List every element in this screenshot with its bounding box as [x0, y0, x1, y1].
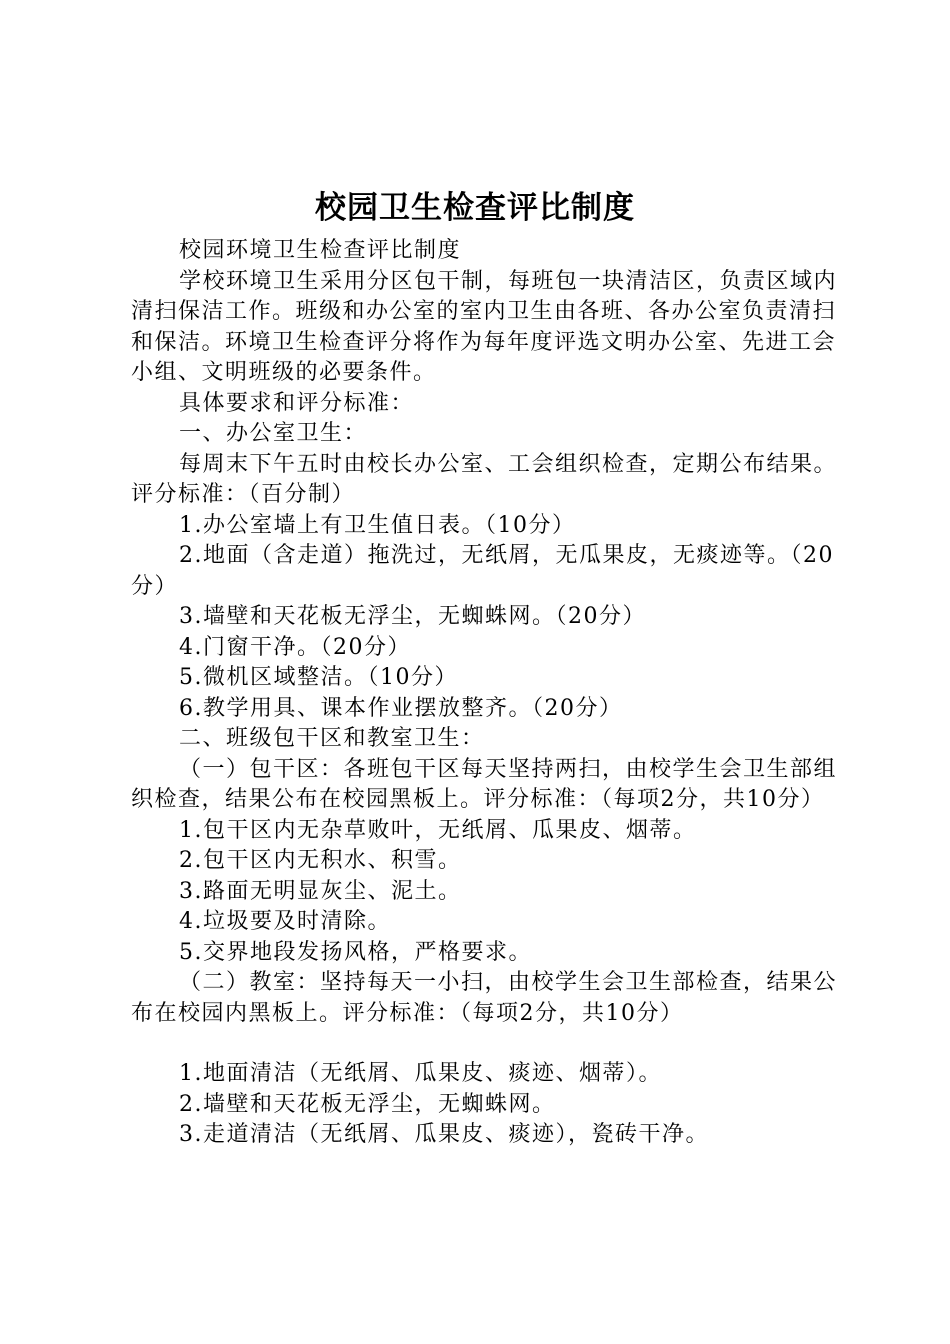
list-item: 3.路面无明显灰尘、泥土。 — [179, 878, 462, 904]
paragraph-classroom: （二）教室：坚持每天一小扫，由校学生会卫生部检查，结果公布在校园内黑板上。评分标准：（每项2分，共10分） — [131, 970, 838, 1026]
list-item: 1.地面清洁（无纸屑、瓜果皮、痰迹、烟蒂）。 — [179, 1061, 662, 1086]
paragraph-office-inspection: 每周末下午五时由校长办公室、工会组织检查，定期公布结果。评分标准：（百分制） — [131, 451, 838, 507]
list-item: 3.走道清洁（无纸屑、瓜果皮、痰迹），瓷砖干净。 — [179, 1122, 709, 1147]
paragraph-responsibility-area: （一）包干区：各班包干区每天坚持两扫，由校学生会卫生部组织检查，结果公布在校园黑板上。评分标准：（每项2分，共10分） — [131, 756, 838, 812]
paragraph-requirements-heading: 具体要求和评分标准： — [179, 390, 415, 416]
document-title: 校园卫生检查评比制度 — [315, 190, 635, 226]
list-item: 2.墙壁和天花板无浮尘，无蜘蛛网。 — [179, 1091, 556, 1117]
section-heading-office: 一、办公室卫生： — [179, 421, 368, 446]
document-body — [131, 236, 851, 1151]
list-item: 1.包干区内无杂草败叶，无纸屑、瓜果皮、烟蒂。 — [179, 817, 697, 843]
section-heading-class: 二、班级包干区和教室卫生： — [179, 726, 485, 751]
list-item: 4.门窗干净。（20分） — [179, 634, 411, 660]
paragraph-intro: 学校环境卫生采用分区包干制，每班包一块清洁区，负责区域内清扫保洁工作。班级和办公室的室内卫生由各班、各办公室负责清扫和保洁。环境卫生检查评分将作为每年度评选文明办公室、先进工会小组、文明班级的必要条件。 — [131, 268, 838, 385]
list-item: 1.办公室墙上有卫生值日表。（10分） — [179, 512, 576, 538]
list-item: 5.微机区域整洁。（10分） — [179, 665, 458, 690]
paragraph-subtitle: 校园环境卫生检查评比制度 — [179, 238, 462, 263]
list-item: 4.垃圾要及时清除。 — [179, 909, 391, 934]
list-item: 3.墙壁和天花板无浮尘，无蜘蛛网。（20分） — [179, 604, 646, 629]
list-item: 2.地面（含走道）拖洗过，无纸屑，无瓜果皮，无痰迹等。（20分） — [131, 543, 834, 599]
list-item: 5.交界地段发扬风格，严格要求。 — [179, 939, 532, 965]
list-item: 2.包干区内无积水、积雪。 — [179, 848, 462, 873]
list-item: 6.教学用具、课本作业摆放整齐。（20分） — [179, 695, 623, 721]
